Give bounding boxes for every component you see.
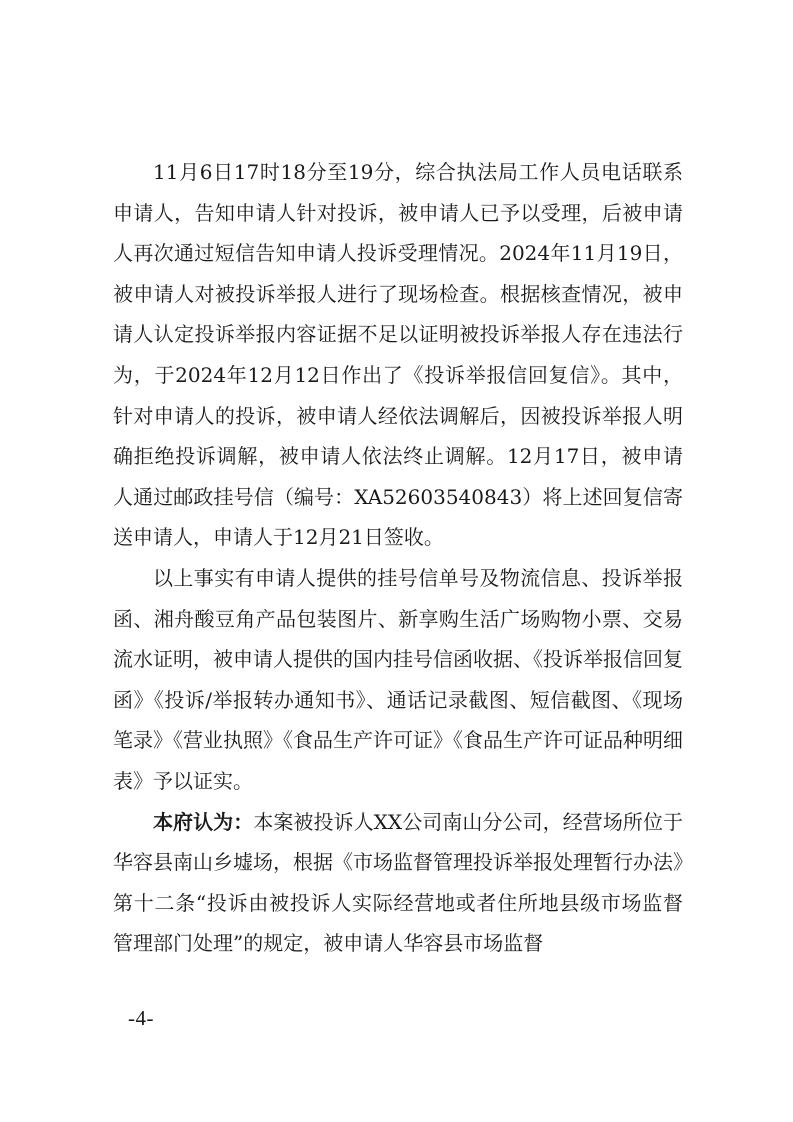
paragraph-government-opinion bbox=[113, 802, 683, 964]
paragraph-complaint-handling: 11月6日17时18分至19分，综合执法局工作人员电话联系申请人，告知申请人针对投诉，被申请人已予以受理，后被申请人再次通过短信告知申请人投诉受理情况。2024年11月19日，被申请人对被投诉举报人进行了现场检查。根据核查情况，被申请人认定投诉举报内容证据不足以证明被投诉举报人存在违法行为，于2024年12月12日作出了《投诉举报信回复信》。其中，针对申请人的投诉，被申请人经依法调解后，因被投诉举报人明确拒绝投诉调解，被申请人依法终止调解。12月17日，被申请人通过邮政挂号信（编号：XA52603540843）将上述回复信寄送申请人，申请人于12月21日签收。 bbox=[113, 160, 683, 550]
opinion-body-text: 本案被投诉人XX公司南山分公司，经营场所位于华容县南山乡墟场，根据《市场监督管理投诉举报处理暂行办法》第十二条“投诉由被投诉人实际经营地或者住所地县级市场监督管理部门处理”的规定，被申请人华容县市场监督 bbox=[113, 809, 684, 956]
page-number: -4- bbox=[128, 1006, 154, 1030]
opinion-lead-heading: 本府认为： bbox=[153, 809, 254, 834]
document-body bbox=[113, 152, 683, 964]
paragraph-evidence: 以上事实有申请人提供的挂号信单号及物流信息、投诉举报函、湘舟酸豆角产品包装图片、新享购生活广场购物小票、交易流水证明，被申请人提供的国内挂号信函收据、《投诉举报信回复函》《投诉/举报转办通知书》、通话记录截图、短信截图、《现场笔录》《营业执照》《食品生产许可证》《食品生产许可证品种明细表》予以证实。 bbox=[113, 565, 683, 793]
